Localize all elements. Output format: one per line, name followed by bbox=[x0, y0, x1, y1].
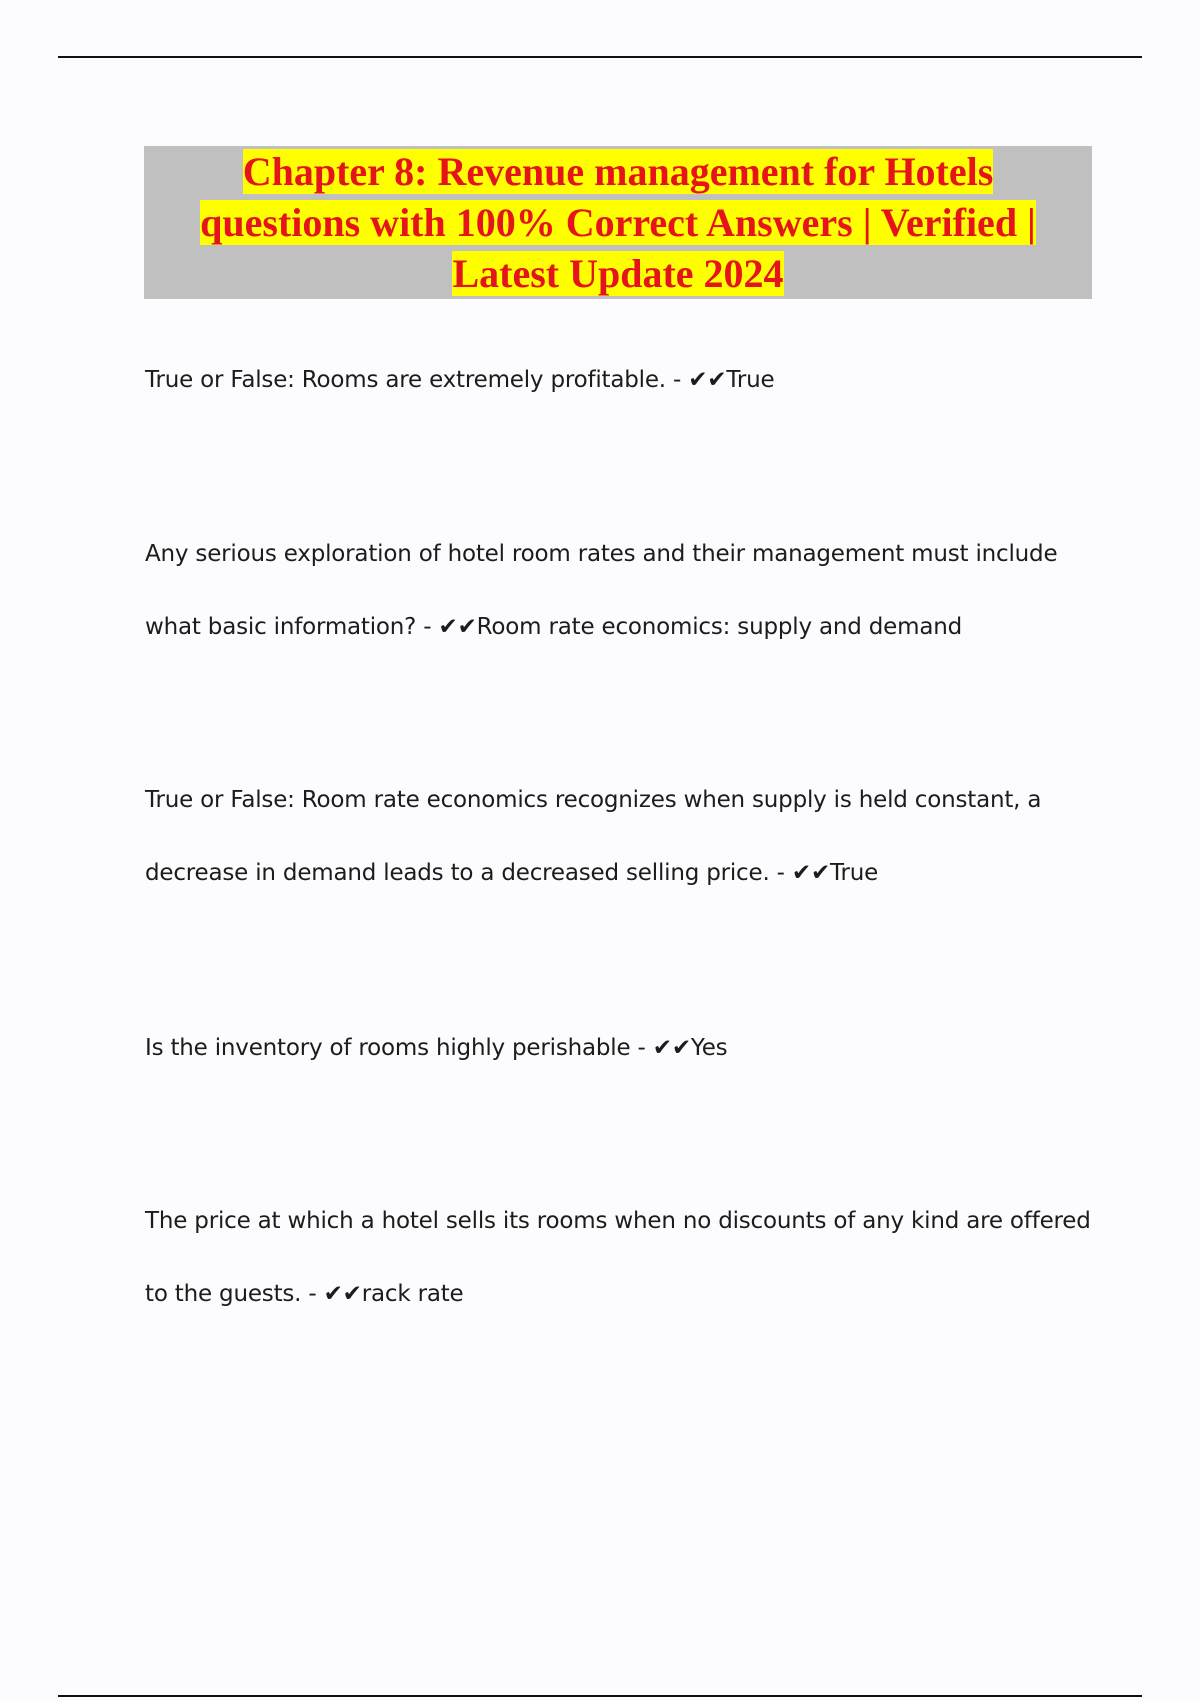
qa-item bbox=[145, 1012, 1105, 1085]
question-text: True or False: Room rate economics recognizes when supply is held constant, a decrease in demand leads to a decreased selling price. - bbox=[145, 787, 1042, 886]
double-check-icon: ✔✔ bbox=[323, 1281, 362, 1307]
double-check-icon: ✔✔ bbox=[438, 614, 477, 640]
title-line-1: Chapter 8: Revenue management for Hotels bbox=[242, 149, 994, 194]
title-line-2: questions with 100% Correct Answers | Verified | bbox=[200, 200, 1036, 245]
answer-text: Yes bbox=[690, 1035, 728, 1061]
answer-text: True bbox=[726, 367, 775, 393]
question-text: Any serious exploration of hotel room rates and their management must include what basic information? - bbox=[145, 541, 1058, 640]
top-rule bbox=[58, 56, 1142, 58]
double-check-icon: ✔✔ bbox=[791, 860, 831, 886]
question-text: True or False: Rooms are extremely profitable. - bbox=[145, 367, 689, 393]
qa-item bbox=[145, 518, 1105, 664]
qa-item bbox=[145, 1185, 1105, 1331]
bottom-rule bbox=[58, 1695, 1142, 1697]
double-check-icon: ✔✔ bbox=[688, 367, 727, 393]
answer-text: rack rate bbox=[361, 1281, 464, 1307]
double-check-icon: ✔✔ bbox=[652, 1035, 691, 1061]
qa-item bbox=[145, 344, 1105, 417]
answer-text: Room rate economics: supply and demand bbox=[476, 614, 962, 640]
question-text: The price at which a hotel sells its rooms when no discounts of any kind are offered to the guests. - bbox=[145, 1208, 1091, 1307]
question-text: Is the inventory of rooms highly perishable - bbox=[145, 1035, 653, 1061]
title-line-3: Latest Update 2024 bbox=[452, 251, 784, 296]
answer-text: True bbox=[830, 860, 879, 886]
document-title bbox=[144, 146, 1092, 299]
title-banner bbox=[144, 146, 1092, 299]
qa-item bbox=[145, 764, 1105, 910]
